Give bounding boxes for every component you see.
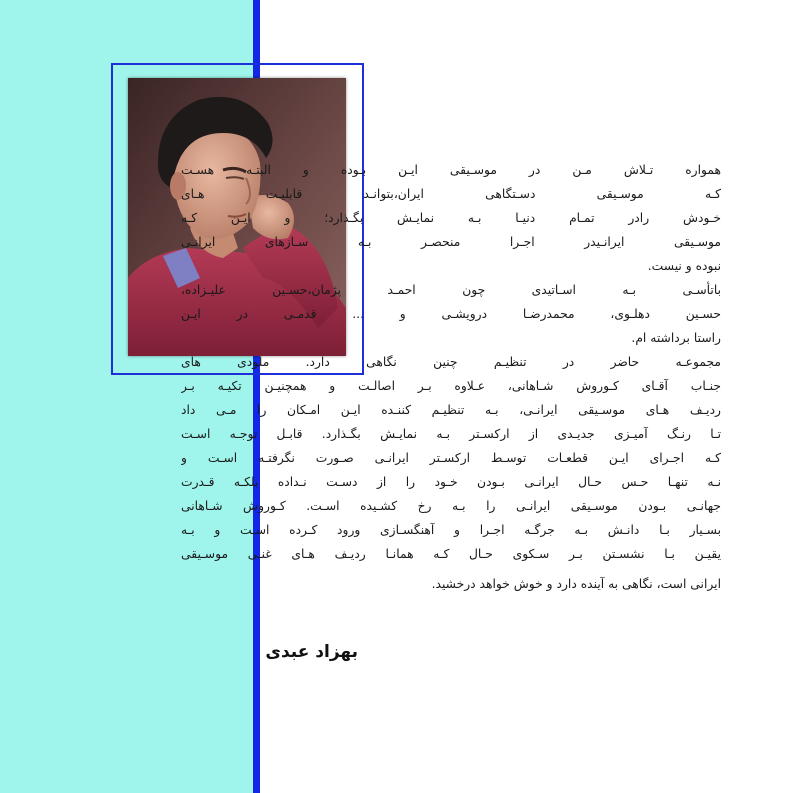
paragraph-1-line: نبوده و نیست. bbox=[647, 259, 721, 273]
paragraph-3-line: تـا رنـگ آمیـزی جدیـدی از ارکسـتر بـه نمایـش بگـذارد. قابـل توجـه اسـت bbox=[181, 427, 721, 441]
paragraph-3-line: جنـاب آقـای کـوروش شـاهانی، عـلاوه بـر اصالـت و همچنیـن تکیـه بـر bbox=[181, 379, 721, 393]
paragraph-1-line: موسـیقی ایرانـیدر اجـرا منحصـر بـه سـازهای ایرانـی bbox=[181, 235, 721, 249]
paragraph-3-line: مجموعـه حاضر در تنظیـم چنین نگاهی دارد. ملودی های bbox=[181, 355, 721, 369]
paragraph-1 bbox=[181, 158, 721, 374]
paragraph-3-line: نـه تنهـا حـس حـال ایرانـی بـودن خـود را از دسـت نـداده بلکـه قـدرت bbox=[181, 475, 721, 489]
paragraph-3-line: جهانـی بـودن موسـیقی ایرانـی را بـه رخ کشـیده اسـت. کـوروش شـاهانی bbox=[181, 499, 721, 513]
paragraph-1-line: همواره تـلاش مـن در موسـیقی ایـن بـوده و البتـه هسـت bbox=[181, 163, 721, 177]
author-signature: بهزاد عبدی bbox=[265, 642, 358, 662]
paragraph-3-line: ردیـف هـای موسـیقی ایرانـی، بـه تنظیـم کننـده ایـن امـکان را مـی داد bbox=[181, 403, 721, 417]
paragraph-1-line: کـه موسـیقی دسـتگاهی ایران،بتوانـد قابلیـت هـای bbox=[181, 187, 721, 201]
paragraph-3 bbox=[181, 374, 721, 596]
paragraph-2-line: باتأسـی بـه اسـاتیدی چون احمـد پژمان،حسـین علیـزاده، bbox=[181, 283, 721, 297]
paragraph-3-line: کـه اجـرای ایـن قطعـات توسـط ارکسـتر ایرانـی صـورت نگرفتـه اسـت و bbox=[181, 451, 721, 465]
paragraph-3-line: یقیـن بـا نشسـتن بـر سـکوی حـال کـه همانـا ردیـف هـای غنـی موسـیقی bbox=[181, 547, 721, 561]
paragraph-3-line: بسـیار بـا دانـش بـه جرگـه اجـرا و آهنگسـازی ورود کـرده اسـت و بـه bbox=[181, 523, 721, 537]
paragraph-2-line: حسـین دهلـوی، محمدرضـا درویشـی و ... قدمـی در ایـن bbox=[181, 307, 721, 321]
paragraph-1-line: خـودش رادر تمـام دنیـا بـه نمایـش بگـذارد؛ و ایـن کـه bbox=[181, 211, 721, 225]
paragraph-2-line: راستا برداشته ام. bbox=[631, 331, 721, 345]
paragraph-3-line: ایرانی است، نگاهی به آینده دارد و خوش خواهد درخشید. bbox=[431, 577, 721, 591]
